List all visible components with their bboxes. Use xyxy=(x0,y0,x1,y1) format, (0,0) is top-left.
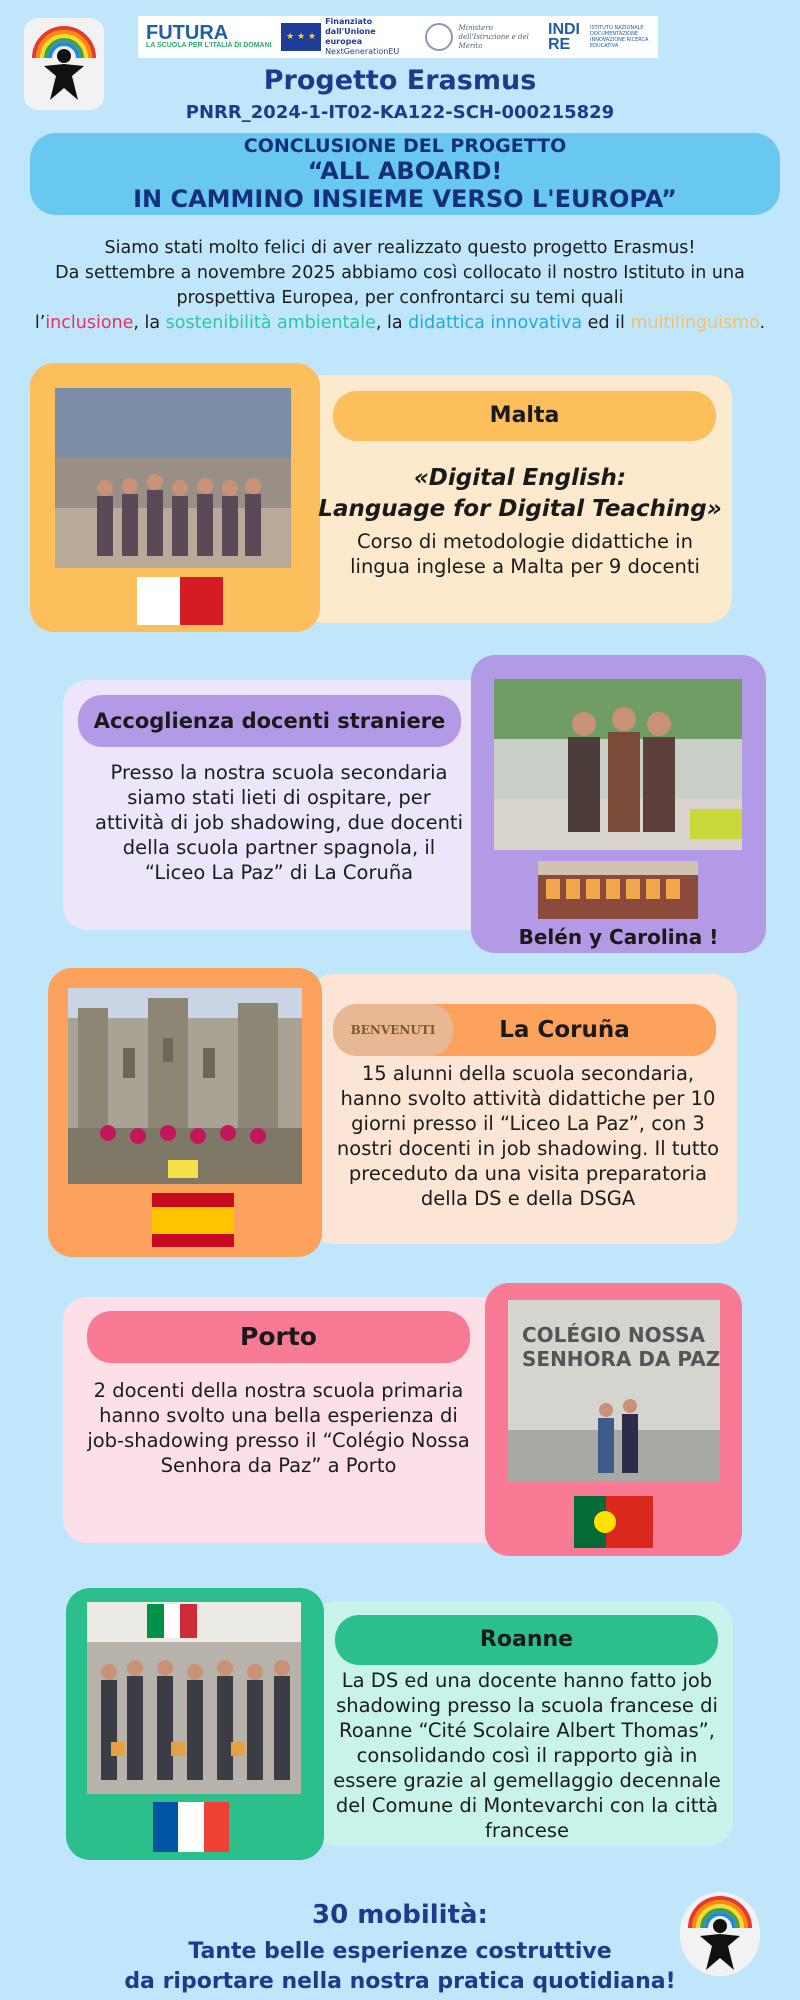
theme-sostenibilita: sostenibilità ambientale xyxy=(165,313,376,333)
roanne-title: Roanne xyxy=(479,1627,574,1652)
intro-end: . xyxy=(759,313,766,333)
welcome-sign-text: BENVENUTI xyxy=(350,1023,436,1037)
roanne-photo xyxy=(87,1602,301,1794)
accoglienza-photo xyxy=(494,679,742,850)
accoglienza-caption: Belén y Carolina ! xyxy=(518,925,719,949)
porto-title: Porto xyxy=(240,1322,317,1351)
eu-logo-text: Finanziato dall'Unione europea xyxy=(325,17,376,46)
futura-logo-subtext: LA SCUOLA PER L'ITALIA DI DOMANI xyxy=(146,42,272,49)
spain-flag-icon xyxy=(152,1193,234,1247)
lacoruna-photo xyxy=(68,988,302,1184)
intro-themes xyxy=(20,311,780,336)
lacoruna-text: 15 alunni della scuola secondaria, hanno svolto attività didattiche per 10 giorni presso il “Liceo La Paz”, con 3 nostri docenti in job shadowing. Il tutto preceduto da una visita preparatoria della DS e della DSGA xyxy=(336,1062,720,1210)
malta-course-title-2: Language for Digital Teaching» xyxy=(318,496,722,522)
intro-sep-3: ed il xyxy=(582,313,631,333)
malta-title: Malta xyxy=(489,403,560,428)
eu-flag-icon: ★ ★ ★ xyxy=(281,23,321,51)
banner-line-2: “ALL ABOARD! xyxy=(307,157,503,185)
rainbow-person-icon xyxy=(24,18,104,110)
malta-text: Corso di metodologie didattiche in lingua inglese a Malta per 9 docenti xyxy=(350,530,700,578)
project-code: PNRR_2024-1-IT02-KA122-SCH-000215829 xyxy=(185,102,615,123)
intro-text xyxy=(20,236,780,336)
roanne-text: La DS ed una docente hanno fatto job shadowing presso la scuola francese di Roanne “Cité Scolaire Albert Thomas”, consolidando così il rapporto già in essere grazie al gemellaggio decennale del Comune di Montevarchi con la città francese xyxy=(333,1669,721,1842)
banner-line-3: IN CAMMINO INSIEME VERSO L'EUROPA” xyxy=(133,185,677,213)
banner-line-1: CONCLUSIONE DEL PROGETTO xyxy=(243,135,567,157)
malta-title-pill xyxy=(333,391,716,441)
welcome-sign-image xyxy=(333,1004,453,1056)
porto-text: 2 docenti della nostra scuola primaria hanno svolto una bella esperienza di job-shadowing presso il “Colégio Nossa Senhora da Paz” a Porto xyxy=(87,1379,470,1477)
futura-logo-text: FUTURA xyxy=(146,22,229,44)
eu-logo xyxy=(281,17,415,57)
ministero-logo xyxy=(425,23,539,51)
portugal-flag-emblem-icon xyxy=(594,1511,616,1533)
page-title: Progetto Erasmus xyxy=(263,65,537,96)
france-flag-icon xyxy=(153,1802,229,1852)
project-banner xyxy=(30,133,780,215)
malta-course-title xyxy=(310,463,730,525)
intro-prefix: l’ xyxy=(34,313,46,333)
intro-sep-2: , la xyxy=(375,313,409,333)
accoglienza-title: Accoglienza docenti straniere xyxy=(93,709,446,733)
footer-line-3: da riportare nella nostra pratica quotidiana! xyxy=(124,1969,676,1994)
rainbow-person-icon xyxy=(680,1892,760,1976)
republic-seal-icon xyxy=(425,23,453,51)
malta-group-photo xyxy=(55,388,291,568)
indire-logo-subtext: ISTITUTO NAZIONALE DOCUMENTAZIONE INNOVAZIONE RICERCA EDUCATIVA xyxy=(590,25,649,49)
ministero-logo-text: Ministero dell'Istruzione e del Merito xyxy=(458,23,529,50)
accoglienza-banner-photo xyxy=(538,861,698,919)
porto-sign-text: COLÉGIO NOSSA SENHORA DA PAZ xyxy=(522,1323,720,1371)
malta-flag-icon xyxy=(137,577,223,625)
intro-line-2: Da settembre a novembre 2025 abbiamo così collocato il nostro Istituto in una prospettiva Europea, per confrontarci su temi quali xyxy=(55,263,745,308)
eu-logo-subtext: NextGenerationEU xyxy=(325,47,400,56)
intro-sep-1: , la xyxy=(133,313,166,333)
porto-title-pill xyxy=(87,1311,470,1363)
footer-line-2: Tante belle esperienze costruttive xyxy=(188,1939,612,1964)
accoglienza-title-pill xyxy=(78,695,461,747)
porto-photo xyxy=(508,1300,720,1482)
indire-logo-text: INDIRE xyxy=(548,21,580,53)
theme-inclusione: inclusione xyxy=(45,313,134,333)
lacoruna-title: La Coruña xyxy=(499,1017,630,1043)
roanne-title-pill xyxy=(335,1615,718,1665)
footer-headline: 30 mobilità: xyxy=(312,1900,488,1930)
partner-logos-strip xyxy=(138,16,658,58)
futura-logo xyxy=(146,24,272,50)
school-logo-bottom xyxy=(680,1892,760,1976)
theme-multilinguismo: multilinguismo xyxy=(630,313,760,333)
indire-logo xyxy=(548,22,650,52)
school-logo xyxy=(24,18,104,110)
accoglienza-text: Presso la nostra scuola secondaria siamo stati lieti di ospitare, per attività di job shadowing, due docenti della scuola partner spagnola, il “Liceo La Paz” di La Coruña xyxy=(95,761,463,884)
intro-line-1: Siamo stati molto felici di aver realizzato questo progetto Erasmus! xyxy=(104,238,696,258)
malta-course-title-1: «Digital English: xyxy=(413,465,627,491)
theme-didattica: didattica innovativa xyxy=(408,313,583,333)
